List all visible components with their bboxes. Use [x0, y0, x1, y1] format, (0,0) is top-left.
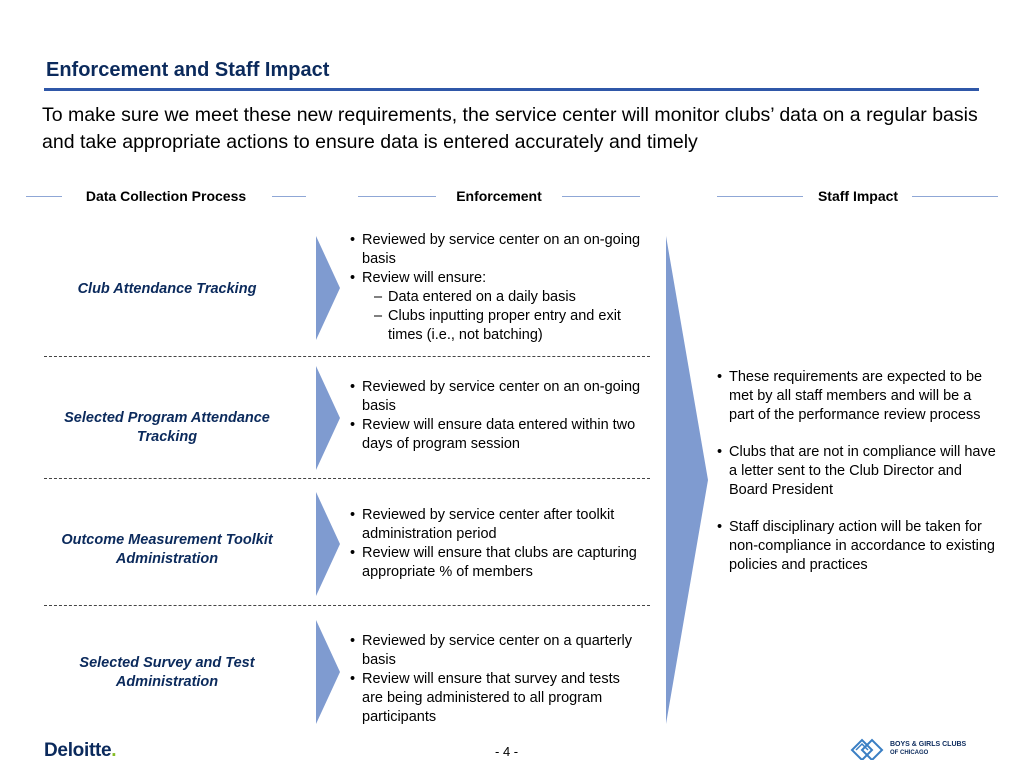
list-item: • Reviewed by service center on an on-going basis: [348, 378, 644, 416]
row2-bullets: [348, 378, 644, 454]
column-header-staff-impact: Staff Impact: [817, 188, 899, 204]
list-item: • Reviewed by service center on an on-going basis: [348, 231, 644, 269]
page-title: Enforcement and Staff Impact: [46, 59, 330, 81]
row3-bullets: [348, 506, 644, 582]
list-item: • Review will ensure that survey and tests are being administered to all program participants: [348, 670, 644, 727]
row-divider: [44, 605, 650, 606]
bgc-line1: BOYS & GIRLS CLUBS: [890, 741, 967, 748]
row-divider: [44, 356, 650, 357]
staff-impact-item: • Clubs that are not in compliance will have a letter sent to the Club Director and Board President: [715, 443, 997, 500]
row3-chevron: [316, 492, 340, 596]
list-item: • Review will ensure:: [348, 269, 644, 288]
staff-impact-item: • Staff disciplinary action will be taken for non-compliance in accordance to existing policies and practices: [715, 518, 997, 575]
big-right-arrow: [666, 236, 708, 724]
row1-bullets: [348, 231, 644, 345]
staff-impact-list: [715, 368, 997, 593]
deloitte-logo-text: Deloitte: [44, 740, 112, 761]
row-label-outcome-measurement: Outcome Measurement Toolkit Administration: [61, 532, 273, 567]
row-label-survey-test: Selected Survey and Test Administration: [79, 655, 255, 690]
sub-item: – Data entered on a daily basis: [348, 288, 644, 307]
column-header-data-collection: Data Collection Process: [85, 188, 247, 204]
row4-bullets: [348, 632, 644, 727]
sub-item: – Clubs inputting proper entry and exit times (i.e., not batching): [348, 307, 644, 345]
bgc-logo-text: [890, 741, 966, 757]
bgc-line2: OF CHICAGO: [890, 750, 929, 756]
page-number: - 4 -: [495, 744, 519, 759]
row2-chevron: [316, 366, 340, 470]
deloitte-logo: [44, 740, 116, 762]
list-item: • Review will ensure data entered within two days of program session: [348, 416, 644, 454]
intro-text: To make sure we meet these new requirements, the service center will monitor clubs’ data on a regular basis and take appropriate actions to ensure data is entered accurately and timely: [42, 104, 978, 153]
list-item: • Review will ensure that clubs are capturing appropriate % of members: [348, 544, 644, 582]
column-header-enforcement: Enforcement: [456, 188, 542, 204]
deloitte-logo-dot: .: [111, 740, 117, 761]
row-label-program-attendance: Selected Program Attendance Tracking: [64, 410, 270, 445]
row1-chevron: [316, 236, 340, 340]
list-item: • Reviewed by service center on a quarterly basis: [348, 632, 644, 670]
staff-impact-item: • These requirements are expected to be met by all staff members and will be a part of the performance review process: [715, 368, 997, 425]
bgc-logo-icon: [850, 736, 884, 760]
list-item: • Reviewed by service center after toolkit administration period: [348, 506, 644, 544]
row4-chevron: [316, 620, 340, 724]
row-label-club-attendance: Club Attendance Tracking: [77, 281, 257, 297]
row-divider: [44, 478, 650, 479]
